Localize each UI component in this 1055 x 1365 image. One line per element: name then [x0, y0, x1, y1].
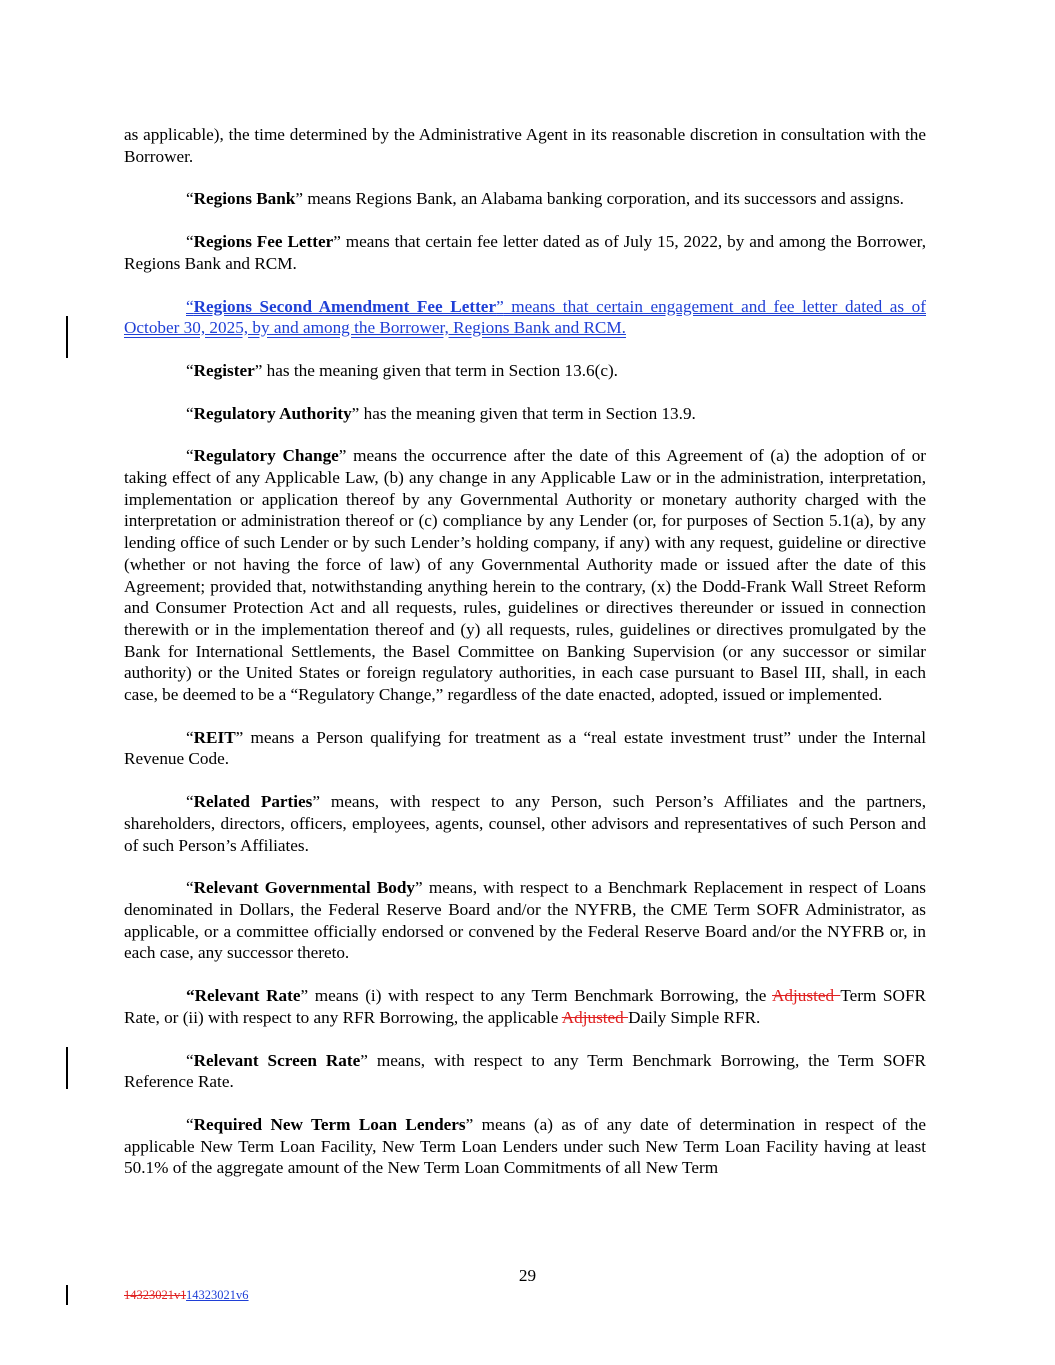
- definition-related-parties: “Related Parties” means, with respect to any Person, such Person’s Affiliates and the partners, shareholders, directors, officers, employees, agents, counsel, other advisors and representatives of such Person and of such Person’s Affiliates.: [124, 792, 926, 855]
- change-bar-footer: [66, 1285, 68, 1305]
- defined-term: Regions Bank: [193, 189, 296, 209]
- defined-term: Related Parties: [193, 792, 313, 812]
- inserted-doc-id: 14323021v6: [186, 1288, 249, 1302]
- deleted-doc-id: 14323021v1: [124, 1288, 187, 1302]
- definition-relevant-governmental-body: “Relevant Governmental Body” means, with respect to a Benchmark Replacement in respect of Loans denominated in Dollars, the Federal Reserve Board and/or the NYFRB, the CME Term SOFR Administrator, as applicable, or a committee officially endorsed or convened by the Federal Reserve Board and/or the NYFRB or, in each case, any successor thereto.: [124, 878, 926, 963]
- defined-term: Register: [193, 360, 255, 380]
- defined-term: Regulatory Change: [193, 446, 339, 466]
- deleted-text: Adjusted: [561, 1007, 629, 1027]
- document-id-footer: [124, 1288, 249, 1303]
- paragraph-continuation: as applicable), the time determined by the Administrative Agent in its reasonable discretion in consultation with the Borrower.: [124, 125, 926, 166]
- definition-relevant-screen-rate: “Relevant Screen Rate” means, with respect to any Term Benchmark Borrowing, the Term SOFR Reference Rate.: [124, 1050, 926, 1092]
- defined-term: Relevant Governmental Body: [193, 878, 416, 898]
- defined-term: Regions Fee Letter: [193, 232, 334, 252]
- defined-term: Required New Term Loan Lenders: [193, 1114, 466, 1134]
- defined-term: “Relevant Rate: [186, 986, 301, 1006]
- defined-term: Regulatory Authority: [193, 403, 352, 423]
- defined-term: REIT: [193, 727, 236, 747]
- definition-regulatory-authority: “Regulatory Authority” has the meaning given that term in Section 13.9.: [186, 403, 696, 423]
- definition-reit: “REIT” means a Person qualifying for treatment as a “real estate investment trust” under the Internal Revenue Code.: [124, 727, 926, 769]
- page-number: 29: [518, 1266, 537, 1285]
- document-body: [124, 124, 926, 1200]
- definition-register: “Register” has the meaning given that term in Section 13.6(c).: [186, 360, 618, 380]
- defined-term: Regions Second Amendment Fee Letter: [193, 296, 497, 316]
- change-bar-second-amendment: [66, 316, 68, 358]
- definition-regulatory-change: “Regulatory Change” means the occurrence after the date of this Agreement of (a) the adoption of or taking effect of any Applicable Law, (b) any change in any Applicable Law or in the administration, interpretation, implementation or application thereof by any Governmental Authority or monetary authority charged with the interpretation or administration thereof or (c) compliance by any Lender (or, for purposes of Section 5.1(a), by any lending office of such Lender or by such Lender’s holding company, if any) with any request, guideline or directive (whether or not having the force of law) of any Governmental Authority made or issued after the date of this Agreement; provided that, notwithstanding anything herein to the contrary, (x) the Dodd-Frank Wall Street Reform and Consumer Protection Act and all requests, rules, guidelines or directives thereunder or issued in connection therewith or in the implementation thereof and (y) all requests, rules, guidelines or directives promulgated by the Bank for International Settlements, the Basel Committee on Banking Supervision (or any successor or similar authority) or the United States or foreign regulatory authorities, in each case pursuant to Basel III, shall, in each case, be deemed to be a “Regulatory Change,” regardless of the date enacted, adopted, issued or implemented.: [124, 446, 927, 705]
- definition-regions-bank: “Regions Bank” means Regions Bank, an Alabama banking corporation, and its successors and assigns.: [186, 189, 904, 209]
- definition-regions-fee-letter: “Regions Fee Letter” means that certain fee letter dated as of July 15, 2022, by and among the Borrower, Regions Bank and RCM.: [124, 232, 927, 273]
- change-bar-relevant-rate: [66, 1047, 68, 1089]
- deleted-text: Adjusted: [772, 986, 841, 1006]
- definition-relevant-rate: “Relevant Rate” means (i) with respect to any Term Benchmark Borrowing, the Adjusted Term SOFR Rate, or (ii) with respect to any RFR Borrowing, the applicable Adjusted Daily Simple RFR.: [124, 986, 926, 1027]
- definition-required-new-term-loan-lenders: “Required New Term Loan Lenders” means (a) as of any date of determination in respect of the applicable New Term Loan Facility, New Term Loan Lenders under such New Term Loan Facility having at least 50.1% of the aggregate amount of the New Term Loan Commitments of all New Term: [124, 1114, 926, 1178]
- defined-term: Relevant Screen Rate: [193, 1050, 361, 1070]
- definition-regions-second-amendment-fee-letter: “Regions Second Amendment Fee Letter” means that certain engagement and fee letter dated as of October 30, 2025, by and among the Borrower, Regions Bank and RCM.: [124, 296, 926, 338]
